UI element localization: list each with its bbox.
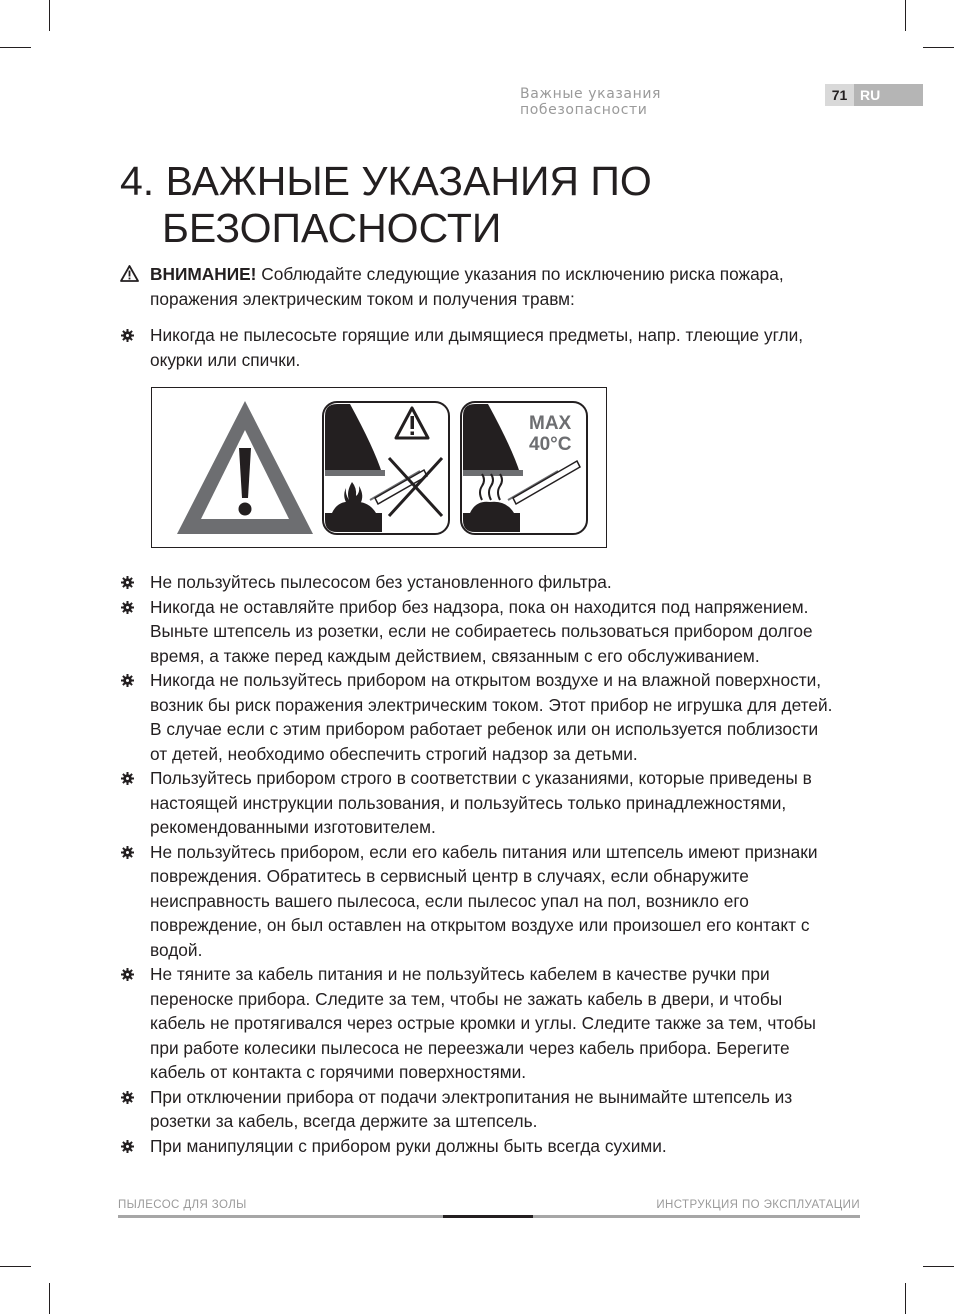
list-item-text: Пользуйтесь прибором строго в соответствии с указаниями, которые приведены в настоящей инструкции пользования, и пользуйтесь только принадлежностями, рекомендованными изготовителем.: [150, 768, 812, 837]
crop-mark: [49, 0, 50, 31]
list-item: [120, 1085, 840, 1134]
running-header: Важные указания побезопасности: [520, 86, 662, 118]
list-item-text: Не тяните за кабель питания и не пользуйтесь кабелем в качестве ручки при переноске прибора. Следите за тем, чтобы не зажать кабель в двери, и чтобы кабель не протягивался через острые кромки и углы. Следите также за тем, чтобы при работе колесики пылесоса не переезжали через кабель прибора. Берегите кабель от контакта с горячими поверхностями.: [150, 964, 816, 1082]
gear-bullet-icon: [121, 674, 134, 687]
chapter-title-line2: БЕЗОПАСНОСТИ: [162, 205, 502, 251]
list-item-text: Не пользуйтесь пылесосом без установленного фильтра.: [150, 572, 612, 592]
safety-illustration: [152, 388, 605, 546]
page-number: 71: [825, 84, 854, 106]
max-label: MAX: [529, 413, 572, 434]
gear-bullet-icon: [121, 329, 134, 342]
chapter-title: [120, 158, 820, 252]
list-item: [120, 962, 840, 1085]
list-item-text: Никогда не оставляйте прибор без надзора, пока он находится под напряжением. Выньте штепсель из розетки, если не собираетесь пользоваться прибором долгое время, а также перед каждым действием, связанным с его обслуживанием.: [150, 596, 813, 666]
crop-mark: [923, 1266, 954, 1267]
list-item-text: Не пользуйтесь прибором, если его кабель питания или штепсель имеют признаки повреждения. Обратитесь в сервисный центр в случаях, если обнаружите неисправность вашего пылесоса, если пылесос упал на пол, возникло его повреждение, он был оставлен на открытом воздухе или произошел его контакт с водой.: [150, 841, 818, 960]
warning-text: [150, 262, 840, 312]
warning-triangle-icon: [120, 265, 139, 282]
gear-bullet-icon: [121, 1091, 134, 1104]
chapter-title-line1: 4. ВАЖНЫЕ УКАЗАНИЯ ПО: [120, 158, 652, 204]
temperature-label: 40°C: [529, 434, 572, 455]
crop-mark: [0, 47, 31, 48]
gear-bullet-icon: [121, 1140, 134, 1153]
gear-bullet-icon: [121, 576, 134, 589]
page-number-badge: [825, 84, 923, 106]
crop-mark: [0, 1266, 31, 1267]
list-item: [120, 668, 840, 766]
list-item: [120, 766, 840, 840]
gear-bullet-icon: [121, 968, 134, 981]
footer-document-type: ИНСТРУКЦИЯ ПО ЭКСПЛУАТАЦИИ: [656, 1199, 860, 1211]
gear-bullet-icon: [121, 772, 134, 785]
intro-list: [120, 323, 840, 372]
safety-instructions-list: [120, 570, 840, 1158]
warning-label: ВНИМАНИЕ!: [150, 264, 257, 284]
list-item: [120, 323, 840, 372]
list-item-text: При отключении прибора от подачи электропитания не вынимайте штепсель из розетки за кабель, всегда держите за штепсель.: [150, 1086, 793, 1131]
gear-bullet-icon: [121, 846, 134, 859]
crop-mark: [49, 1283, 50, 1314]
warning-body: Соблюдайте следующие указания по исключению риска пожара, поражения электрическим током и получения травм:: [150, 264, 784, 309]
list-item-text: Никогда не пылесосьте горящие или дымящиеся предметы, напр. тлеющие угли, окурки или спички.: [150, 325, 804, 370]
footer-rule: [533, 1215, 860, 1218]
footer-rule: [118, 1215, 443, 1218]
footer-rule-accent: [443, 1215, 533, 1218]
crop-mark: [905, 0, 906, 31]
list-item: [120, 1134, 840, 1159]
list-item-text: При манипуляции с прибором руки должны быть всегда сухими.: [150, 1135, 667, 1156]
footer-product-name: ПЫЛЕСОС ДЛЯ ЗОЛЫ: [118, 1199, 247, 1211]
list-item: [120, 595, 840, 669]
no-burning-items-icon: [323, 402, 449, 534]
crop-mark: [923, 47, 954, 48]
list-item: [120, 570, 840, 595]
crop-mark: [905, 1283, 906, 1314]
gear-bullet-icon: [121, 601, 134, 614]
warning-paragraph: [120, 262, 840, 312]
list-item-text: Никогда не пользуйтесь прибором на открытом воздухе и на влажной поверхности, возник бы риск поражения электрическим током. Этот прибор не игрушка для детей. В случае если с этим прибором работает ребенок или он используется поблизости от детей, необходимо обеспечить строгий надзор за детьми.: [150, 670, 833, 764]
max-temperature-icon: [461, 402, 587, 534]
list-item: [120, 840, 840, 963]
safety-figure: [151, 387, 607, 548]
large-warning-triangle-icon: [177, 401, 313, 534]
language-code: RU: [860, 87, 881, 103]
